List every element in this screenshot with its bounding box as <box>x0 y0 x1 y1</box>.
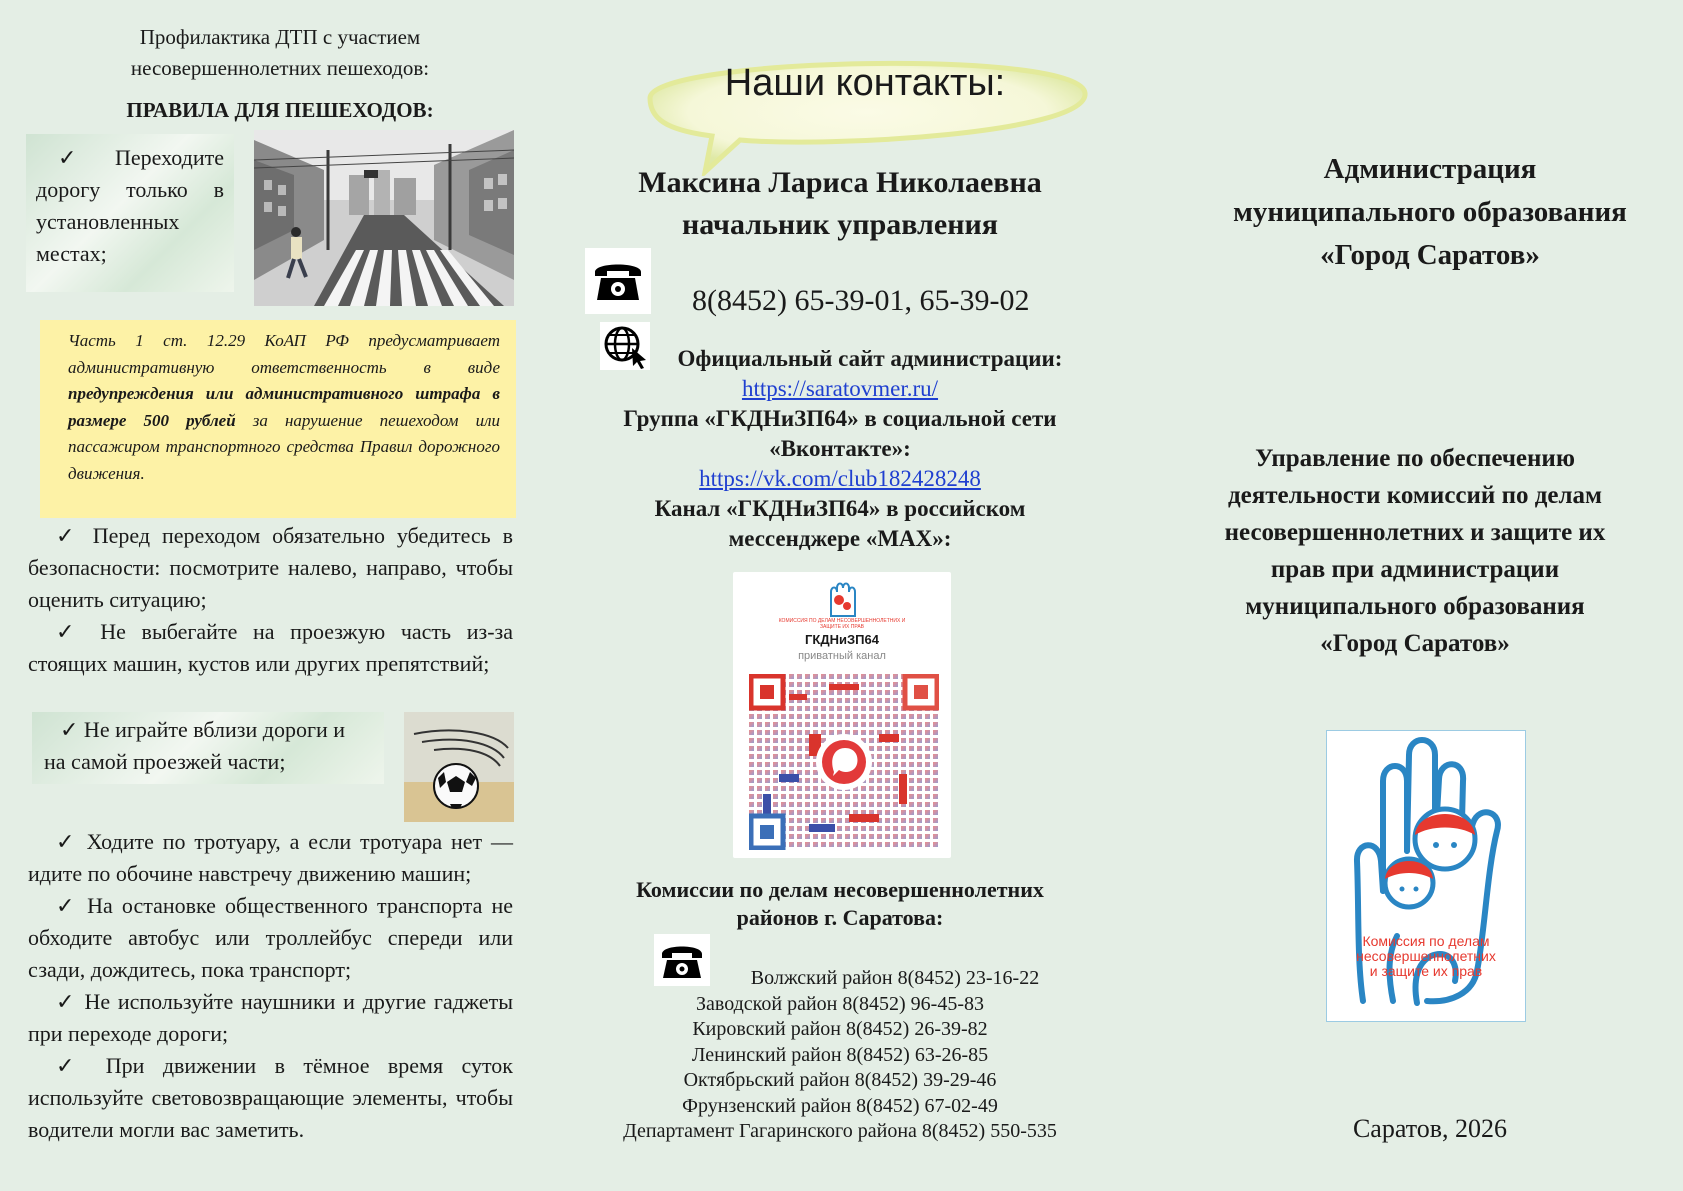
max-label: Канал «ГКДНиЗП64» в российском <box>654 496 1026 521</box>
org-title-line: Администрация <box>1323 153 1537 185</box>
kdn-logo-icon <box>817 582 867 620</box>
rules-list-b <box>28 826 513 1146</box>
online-contacts <box>580 344 1100 554</box>
kdn-title-line: районов г. Саратова: <box>736 905 944 930</box>
rule-4 <box>32 712 384 784</box>
district-item: Департамент Гагаринского района 8(8452) 550-535 <box>623 1120 1057 1142</box>
site-label: Официальный сайт администрации: <box>677 346 1063 371</box>
phone-icon <box>585 248 651 314</box>
vk-link[interactable]: https://vk.com/club182428248 <box>699 466 981 491</box>
rule-text: ✓ Не играйте вблизи дороги и на самой проезжей части; <box>44 717 346 774</box>
rule-8: ✓ При движении в тёмное время суток используйте световозвращающие элементы, чтобы водители могли вас заметить. <box>28 1053 513 1142</box>
fine-text: Часть 1 ст. 12.29 КоАП РФ предусматривает административную ответственность в виде <box>68 331 500 377</box>
district-item: Заводской район 8(8452) 96-45-83 <box>695 992 984 1015</box>
org-title-line: «Город Саратов» <box>1320 239 1540 271</box>
left-header <box>80 22 480 84</box>
rule-7: ✓ Не используйте наушники и другие гаджеты при переходе дороги; <box>28 989 513 1046</box>
district-item: Кировский район 8(8452) 26-39-82 <box>692 1018 988 1040</box>
vk-label: Группа «ГКДНиЗП64» в социальной сети <box>623 406 1057 431</box>
emblem-caption-line: несовершеннолетних <box>1356 948 1496 964</box>
emblem-caption <box>1331 934 1521 979</box>
person-role: начальник управления <box>681 208 999 241</box>
person-name: Максина Лариса Николаевна <box>638 166 1042 199</box>
fine-text: за нарушение пешеходом или пассажиром транспортного средства Правил дорожного движения. <box>68 410 500 483</box>
channel-type: приватный канал <box>798 650 886 662</box>
kdn-logo-text: КОМИССИЯ ПО ДЕЛАМ НЕСОВЕРШЕННОЛЕТНИХ И ЗАЩИТЕ ИХ ПРАВ <box>778 618 906 630</box>
district-item: Фрунзенский район 8(8452) 67-02-49 <box>682 1094 998 1117</box>
kdn-title <box>600 876 1080 932</box>
fine-emphasis: предупреждения или административного штрафа в размере 500 рублей <box>68 384 500 430</box>
channel-name: ГКДНиЗП64 <box>805 632 879 647</box>
dept-title-line: прав при администрации <box>1270 556 1560 583</box>
district-item: Волжский район 8(8452) 23-16-22 <box>750 967 1040 989</box>
rule-1 <box>26 134 234 292</box>
rule-5: ✓ Ходите по тротуару, а если тротуара нет — идите по обочине навстречу движению машин; <box>28 829 513 886</box>
district-item: Октябрьский район 8(8452) 39-29-46 <box>683 1069 997 1091</box>
rule-text: ✓ Переходите дорогу только в установленных местах; <box>36 145 224 266</box>
main-phone: 8(8452) 65-39-01, 65-39-02 <box>692 284 1030 317</box>
contacts-title: Наши контакты: <box>724 62 1006 104</box>
header-line: Профилактика ДТП с участием <box>139 25 421 49</box>
dept-title-line: деятельности комиссий по делам <box>1227 482 1603 509</box>
rules-list-a <box>28 520 513 680</box>
emblem-caption-line: Комиссия по делам <box>1362 933 1490 949</box>
district-list <box>580 966 1100 1145</box>
crosswalk-illustration <box>254 130 514 306</box>
district-item: Ленинский район 8(8452) 63-26-85 <box>691 1043 989 1066</box>
rule-2: ✓ Перед переходом обязательно убедитесь в безопасности: посмотрите налево, направо, чтобы оценить ситуацию; <box>28 523 513 612</box>
contact-person <box>580 162 1100 246</box>
rule-6: ✓ На остановке общественного транспорта не обходите автобус или троллейбус спереди или сзади, дождитесь, пока транспорт; <box>28 893 513 982</box>
dept-title-line: несовершеннолетних и защите их <box>1224 519 1606 546</box>
city-year: Саратов, 2026 <box>1352 1114 1508 1143</box>
max-label: мессенджере «MAX»: <box>728 526 952 551</box>
rule-3: ✓ Не выбегайте на проезжую часть из-за стоящих машин, кустов или других препятствий; <box>28 619 513 676</box>
site-link[interactable]: https://saratovmer.ru/ <box>741 376 939 401</box>
kdn-title-line: Комиссии по делам несовершеннолетних <box>636 877 1044 902</box>
qr-card[interactable] <box>733 572 951 858</box>
rules-title: ПРАВИЛА ДЛЯ ПЕШЕХОДОВ: <box>126 98 434 122</box>
dept-title-line: муниципального образования <box>1245 593 1585 620</box>
dept-title-line: Управление по обеспечению <box>1255 445 1575 472</box>
fine-notice <box>40 320 516 518</box>
department-title <box>1190 440 1640 662</box>
org-title-line: муниципального образования <box>1233 196 1627 228</box>
vk-label: «Вконтакте»: <box>769 436 911 461</box>
dept-title-line: «Город Саратов» <box>1320 630 1510 657</box>
emblem-caption-line: и защите их прав <box>1369 963 1483 979</box>
header-line: несовершеннолетних пешеходов: <box>130 56 430 80</box>
qr-code[interactable] <box>749 674 939 850</box>
soccer-ball-illustration <box>404 712 514 822</box>
org-title <box>1190 148 1670 277</box>
commission-emblem <box>1326 730 1526 1022</box>
